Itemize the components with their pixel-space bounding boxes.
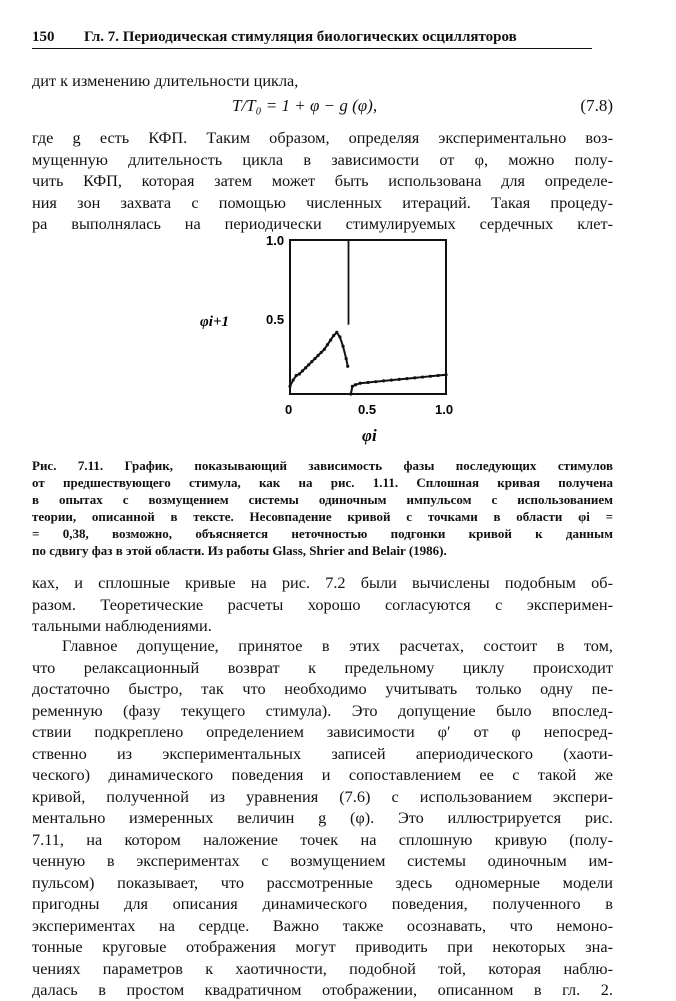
data-point xyxy=(335,331,338,334)
text-line: что релаксационный возврат к предельному циклу происходит xyxy=(32,657,613,677)
data-point xyxy=(329,339,332,342)
caption-line: Рис. 7.11. График, показывающий зависимость фазы последующих стимулов xyxy=(32,458,613,473)
data-point xyxy=(313,357,316,360)
data-point xyxy=(298,372,301,375)
data-point xyxy=(341,345,344,348)
data-point xyxy=(310,360,313,363)
text-line: ния зон захвата с помощью численных итераций. Такая процеду- xyxy=(32,192,613,212)
caption-line: по сдвигу фаз в этой области. Из работы Glass, Shrier and Belair (1986). xyxy=(32,543,447,558)
data-point xyxy=(354,383,357,386)
data-point xyxy=(320,351,323,354)
data-point xyxy=(413,376,416,379)
text-line: чить КФП, которая затем может быть использована для определе- xyxy=(32,171,613,190)
y-tick-label: 0.5 xyxy=(266,312,285,327)
text-line: экспериментах на сердце. Важно также осознавать, что немоно- xyxy=(32,915,613,935)
data-point xyxy=(338,335,341,338)
data-point xyxy=(316,354,319,357)
data-point xyxy=(390,379,393,382)
data-point xyxy=(382,379,385,382)
text-line: разом. Теоретические расчеты хорошо согласуются с эксперимен- xyxy=(32,594,613,614)
paragraph-bottom-2 xyxy=(32,635,613,1001)
data-point xyxy=(366,381,369,384)
x-axis-label: φi xyxy=(362,426,377,445)
data-point xyxy=(345,357,348,360)
caption-line: от предшествующего стимула, как на рис. 1.11. Сплошная кривая получена xyxy=(32,475,613,490)
y-axis-label: φi+1 xyxy=(200,314,229,330)
data-point xyxy=(346,365,349,368)
plot-frame xyxy=(290,240,446,394)
figure-caption xyxy=(32,457,613,559)
data-point xyxy=(332,334,335,337)
text-line: ременную (фазу текущего стимула). Это допущение было впослед- xyxy=(32,700,613,720)
equation-formula: T/T₀ = 1 + φ − g (φ), xyxy=(232,96,378,115)
data-point xyxy=(437,374,440,377)
text-line: далась в простом квадратичном отображении, описанном в гл. 2. xyxy=(32,980,613,999)
x-tick-label: 0.5 xyxy=(358,402,377,417)
x-tick-label: 1.0 xyxy=(435,402,454,417)
data-point xyxy=(292,379,295,382)
text-line: ментально измеренных величин g (φ). Это иллюстрируется рис. xyxy=(32,808,613,827)
text-line: тальными наблюдениями. xyxy=(32,616,212,635)
running-header xyxy=(32,29,592,49)
paragraph-after-equation xyxy=(32,127,613,235)
text-line: ках, и сплошные кривые на рис. 7.2 были вычислены подобным об- xyxy=(32,573,613,592)
text-line: достаточно быстро, так что необходимо учитывать только одну пе- xyxy=(32,679,613,698)
paragraph-bottom-1 xyxy=(32,572,613,637)
text-line: где g есть КФП. Таким образом, определяя экспериментально воз- xyxy=(32,128,613,147)
data-point xyxy=(429,375,432,378)
text-line: пригодны для описания динамического поведения, полученного в xyxy=(32,894,613,913)
text-line: тонные круговые отображения могут приводить при некоторых зна- xyxy=(32,937,613,956)
running-title: Гл. 7. Периодическая стимуляция биологических осцилляторов xyxy=(84,29,517,45)
caption-line: = 0,38, возможно, объясняется неточностью подгонки кривой к данным xyxy=(32,526,613,541)
y-tick-label: 1.0 xyxy=(266,233,285,248)
data-point xyxy=(421,375,424,378)
data-point xyxy=(301,369,304,372)
equation-7-8 xyxy=(32,96,613,120)
data-point xyxy=(359,382,362,385)
caption-line: теории, описанной в тексте. Несовпадение кривой с точками в области φi = xyxy=(32,509,613,524)
paragraph-top xyxy=(32,70,613,92)
text-line: Главное допущение, принятое в этих расчетах, состоит в том, xyxy=(62,636,613,655)
caption-line: в опытах с возмущением системы одиночным импульсом с использованием xyxy=(32,492,613,507)
text-line: кривой, полученной из уравнения (7.6) с использованием экспери- xyxy=(32,786,613,806)
equation-number: (7.8) xyxy=(580,96,613,115)
text-line: ра выполнялась на периодически стимулируемых сердечных клет- xyxy=(32,214,613,233)
text-line: ственно из экспериментальных записей апериодического (хаоти- xyxy=(32,743,613,763)
data-point xyxy=(405,377,408,380)
data-series-trace xyxy=(351,375,446,394)
data-point xyxy=(326,343,329,346)
text-line: ствии подкреплено определением зависимости φ′ от φ непосред- xyxy=(32,722,613,741)
text-line: чениях параметров к хаотичности, подобной той, которая наблю- xyxy=(32,958,613,978)
phase-map-chart xyxy=(190,228,480,456)
text-line: пульсом) показывает, что рассмотренные здесь одномерные модели xyxy=(32,872,613,892)
data-point xyxy=(295,374,298,377)
figure-7-11 xyxy=(190,228,480,456)
data-point xyxy=(304,366,307,369)
data-point xyxy=(288,385,291,388)
text-line: ченную в экспериментах с возмущением системы одиночным им- xyxy=(32,851,613,870)
data-point xyxy=(323,348,326,351)
data-point xyxy=(398,378,401,381)
data-series-trace xyxy=(290,332,348,386)
data-point xyxy=(307,363,310,366)
text-line: мущенную длительность цикла в зависимости от φ, можно полу- xyxy=(32,149,613,169)
text-line: 7.11, на котором наложение точек на сплошную кривую (полу- xyxy=(32,829,613,849)
data-point xyxy=(351,385,354,388)
text-line: ческого) динамического поведения и сопоставлением ее с такой же xyxy=(32,765,613,784)
text-line: дит к изменению длительности цикла, xyxy=(32,71,299,90)
data-point xyxy=(444,373,447,376)
page-number: 150 xyxy=(32,29,55,45)
x-tick-label: 0 xyxy=(285,402,293,417)
data-point xyxy=(374,380,377,383)
data-point xyxy=(349,392,352,395)
